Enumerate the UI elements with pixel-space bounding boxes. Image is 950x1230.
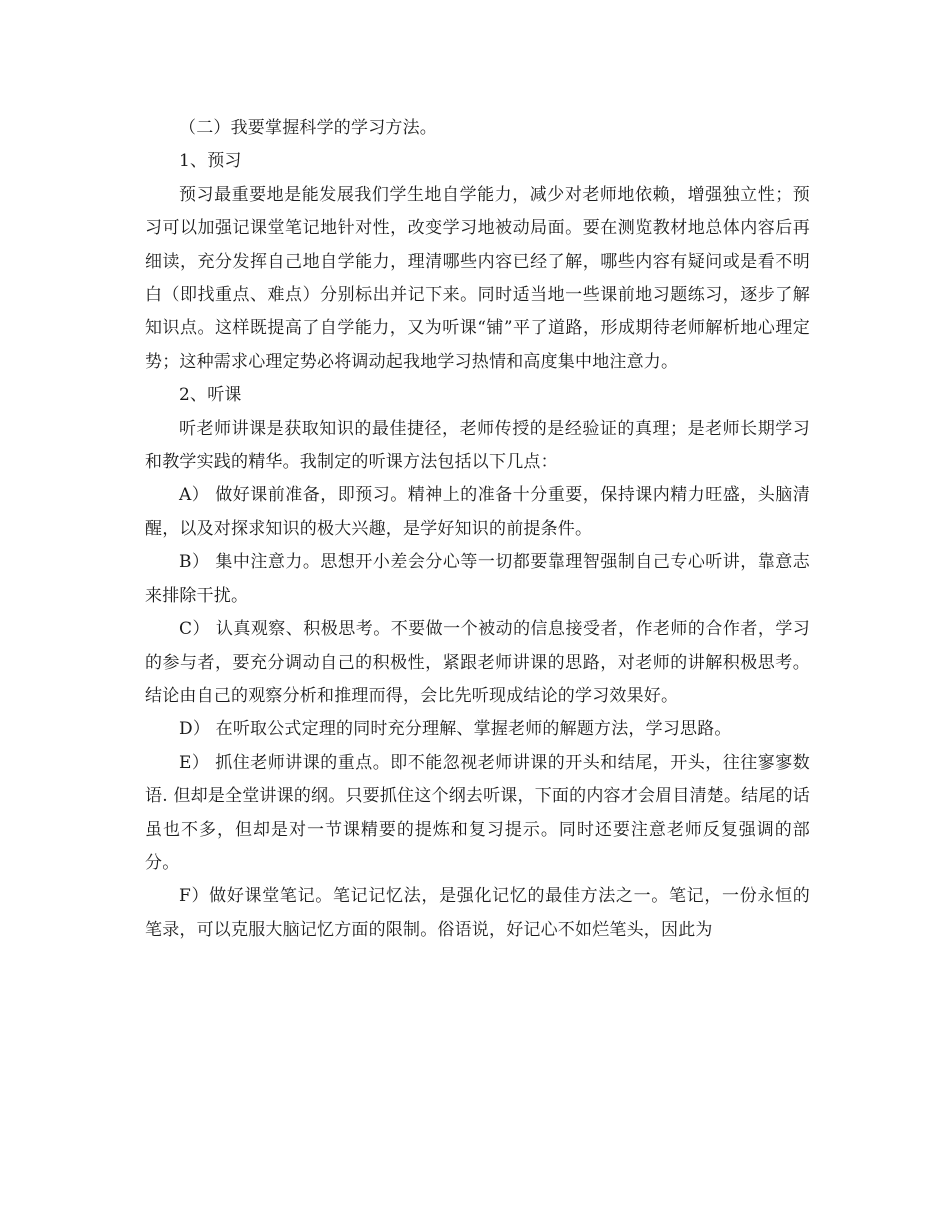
- list-item-b: B） 集中注意力。思想开小差会分心等一切都要靠理智强制自己专心听讲，靠意志来排除干扰。: [145, 552, 810, 606]
- list-item-d: D） 在听取公式定理的同时充分理解、掌握老师的解题方法，学习思路。: [179, 719, 732, 740]
- section-heading: （二）我要掌握科学的学习方法。: [179, 118, 437, 138]
- list-item-f: F）做好课堂笔记。笔记记忆法，是强化记忆的最佳方法之一。笔记，一份永恒的笔录，可以克服大脑记忆方面的限制。俗语说，好记心不如烂笔头，因此为: [145, 886, 810, 940]
- list-item-a: A） 做好课前准备，即预习。精神上的准备十分重要，保持课内精力旺盛，头脑清醒，以及对探求知识的极大兴趣，是学好知识的前提条件。: [145, 485, 810, 539]
- paragraph-preview: 预习最重要地是能发展我们学生地自学能力，减少对老师地依赖，增强独立性；预习可以加强记课堂笔记地针对性，改变学习地被动局面。要在测览教材地总体内容后再细读，充分发挥自己地自学能力，理清哪些内容已经了解，哪些内容有疑问或是看不明白（即找重点、难点）分别标出并记下来。同时适当地一些课前地习题练习，逐步了解知识点。这样既提高了自学能力，又为听课“铺”平了道路，形成期待老师解析地心理定势；这种需求心理定势必将调动起我地学习热情和高度集中地注意力。: [145, 184, 810, 372]
- document-body: [145, 112, 810, 947]
- subsection-heading-preview: 1、预习: [179, 151, 242, 172]
- list-item-c: C） 认真观察、积极思考。不要做一个被动的信息接受者，作老师的合作者，学习的参与者，要充分调动自己的积极性，紧跟老师讲课的思路，对老师的讲解积极思考。结论由自己的观察分析和推理而得，会比先听现成结论的学习效果好。: [145, 619, 810, 706]
- paragraph-listening-intro: 听老师讲课是获取知识的最佳捷径，老师传授的是经验证的真理；是老师长期学习和教学实践的精华。我制定的听课方法包括以下几点：: [145, 418, 810, 473]
- list-item-e: E） 抓住老师讲课的重点。即不能忽视老师讲课的开头和结尾，开头，往往寥寥数语. 但却是全堂讲课的纲。只要抓住这个纲去听课，下面的内容才会眉目清楚。结尾的话虽也不多，但却是对一节课精要的提炼和复习提示。同时还要注意老师反复强调的部分。: [145, 752, 810, 873]
- subsection-heading-listening: 2、听课: [179, 385, 242, 406]
